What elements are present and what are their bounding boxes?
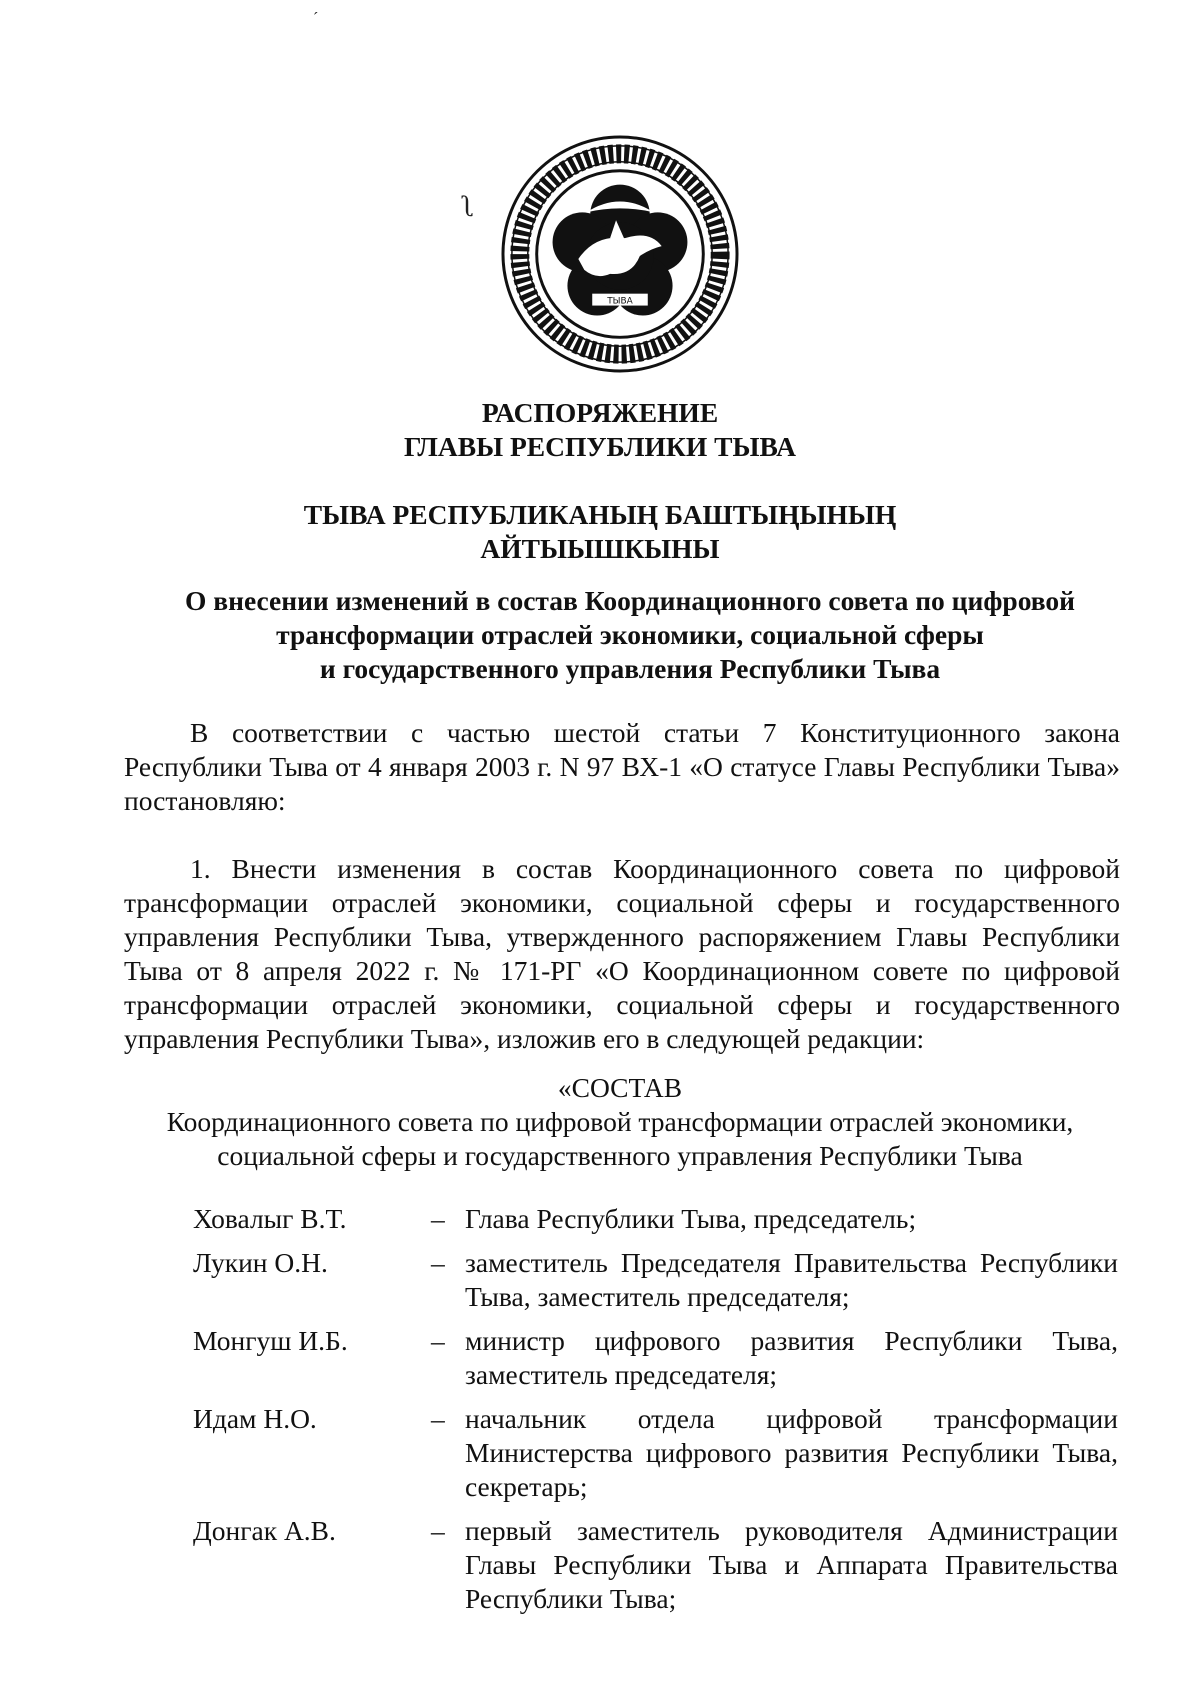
clause-1-paragraph: 1. Внести изменения в состав Координационного совета по цифровой трансформации отраслей экономики, социальной сферы и государственного управления Республики Тыва, утвержденного распоряжением Главы Республики Тыва от 8 апреля 2022 г. № 171-РГ «О Координационном совете по цифровой трансформации отраслей экономики, социальной сферы и государственного управления Республики Тыва», изложив его в следующей редакции:: [124, 853, 1120, 1054]
member-row: [193, 1402, 1118, 1504]
handwritten-mark: ʅ: [462, 190, 476, 223]
preamble-paragraph: В соответствии с частью шестой статьи 7 Конституционного закона Республики Тыва от 4 января 2003 г. N 97 ВХ-1 «О статусе Главы Республики Тыва» постановляю:: [124, 717, 1120, 816]
member-dash: –: [431, 1325, 445, 1356]
title-line-1: РАСПОРЯЖЕНИЕ: [481, 397, 719, 428]
member-dash: –: [431, 1203, 445, 1234]
member-role: заместитель Председателя Правительства Республики Тыва, заместитель председателя;: [465, 1247, 1118, 1312]
title-line-2: ГЛАВЫ РЕСПУБЛИКИ ТЫВА: [404, 431, 796, 462]
subject-line-2: трансформации отраслей экономики, социальной сферы: [276, 619, 984, 650]
composition-subtitle-line-1: Координационного совета по цифровой трансформации отраслей экономики,: [166, 1106, 1074, 1137]
member-name: Донгак А.В.: [193, 1515, 336, 1546]
composition-subtitle-line-2: социальной сферы и государственного управления Республики Тыва: [217, 1140, 1023, 1171]
member-role: Глава Республики Тыва, председатель;: [465, 1203, 917, 1234]
member-role: первый заместитель руководителя Администрации Главы Республики Тыва и Аппарата Правительства Республики Тыва;: [465, 1515, 1118, 1614]
member-name: Идам Н.О.: [193, 1403, 317, 1434]
member-dash: –: [431, 1247, 445, 1278]
members-list: [193, 1202, 1118, 1626]
subject-line-1: О внесении изменений в состав Координационного совета по цифровой: [184, 585, 1076, 616]
tuvan-line-1: ТЫВА РЕСПУБЛИКАНЫҢ БАШТЫҢЫНЫҢ: [303, 499, 897, 530]
member-role: начальник отдела цифровой трансформации Министерства цифрового развития Республики Тыва, секретарь;: [465, 1403, 1118, 1502]
scan-mark: ˊ: [313, 10, 319, 27]
member-row: [193, 1324, 1118, 1392]
member-name: Ховалыг В.Т.: [193, 1203, 347, 1234]
member-role: министр цифрового развития Республики Тыва, заместитель председателя;: [465, 1325, 1118, 1390]
decree-subject: [150, 584, 1110, 686]
member-name: Монгуш И.Б.: [193, 1325, 348, 1356]
composition-heading: [0, 1071, 1200, 1173]
member-row: [193, 1202, 1118, 1236]
coat-of-arms-emblem: [501, 135, 739, 373]
composition-title: «СОСТАВ: [557, 1072, 683, 1103]
member-row: [193, 1246, 1118, 1314]
member-dash: –: [431, 1403, 445, 1434]
member-name: Лукин О.Н.: [193, 1247, 328, 1278]
decree-title: [0, 396, 1200, 464]
member-dash: –: [431, 1515, 445, 1546]
tuvan-line-2: АЙТЫЫШКЫНЫ: [480, 533, 720, 564]
subject-line-3: и государственного управления Республики Тыва: [319, 653, 941, 684]
member-row: [193, 1514, 1118, 1616]
decree-title-tuvan: [0, 498, 1200, 566]
svg-text:ТЫВА: ТЫВА: [607, 296, 633, 307]
